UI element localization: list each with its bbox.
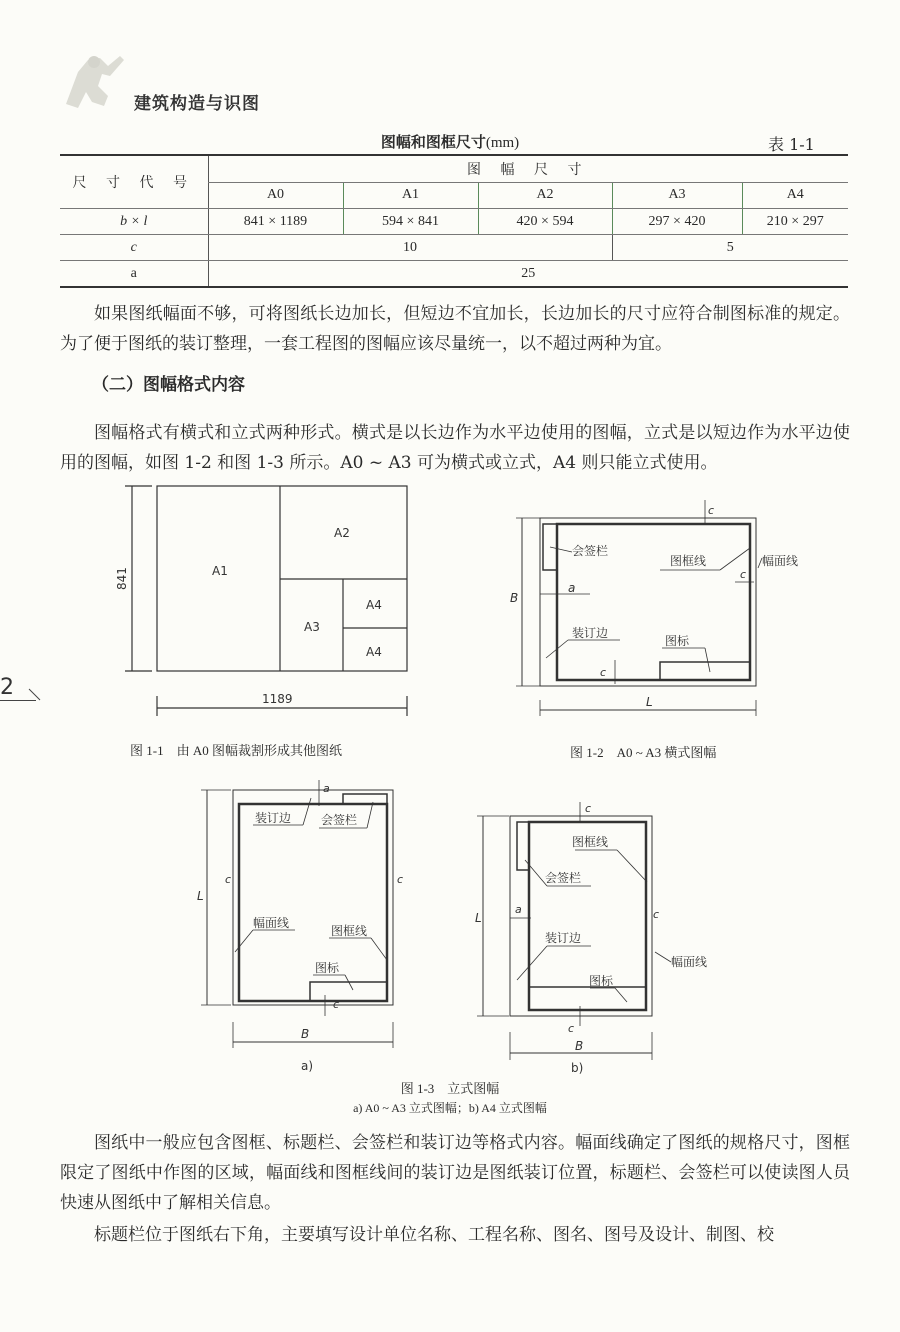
label-sheet-line: 幅面线 <box>762 554 799 568</box>
dim-B: B <box>510 591 519 605</box>
column-header: A1 <box>343 182 478 209</box>
dim-c-right: c <box>653 908 660 921</box>
page-number: 2 <box>0 675 14 700</box>
table-row <box>60 261 848 288</box>
label-countersign: 会签栏 <box>545 871 582 885</box>
label-frame-line: 图框线 <box>331 924 368 938</box>
row-code: a <box>60 261 208 288</box>
figure-1-3-caption: 图 1-3 立式图幅 <box>400 1081 500 1096</box>
column-header: A4 <box>742 182 848 209</box>
label-a2: A2 <box>334 526 350 540</box>
dim-a: a <box>568 581 576 595</box>
dim-a: a <box>323 782 330 795</box>
table-row <box>60 209 848 235</box>
table-caption <box>0 131 900 152</box>
paragraph-1: 如果图纸幅面不够，可将图纸长边加长，但短边不宜加长，长边加长的尺寸应符合制图标准的规定。为了便于图纸的装订整理，一套工程图的图幅应该尽量统一，以不超过两种为宜。 <box>60 304 850 354</box>
book-title: 建筑构造与识图 <box>134 94 260 114</box>
dim-c-left: c <box>225 873 232 886</box>
dim-L: L <box>646 695 653 709</box>
table-number: 表 1-1 <box>768 135 815 154</box>
dim-c-top: c <box>708 504 715 517</box>
sub-label-b: b) <box>571 1061 584 1075</box>
paragraph-3: 图纸中一般应包含图框、标题栏、会签栏和装订边等格式内容。幅面线确定了图纸的规格尺寸，图框限定了图纸中作图的区域，幅面线和图框线间的装订边是图纸装订位置，标题栏、会签栏可以使读图人员快速从图纸中了解相关信息。 <box>60 1133 850 1213</box>
column-header: A2 <box>478 182 612 209</box>
label-frame-line: 图框线 <box>572 835 609 849</box>
table-cell: 25 <box>208 261 848 288</box>
label-a4-bottom: A4 <box>366 645 382 659</box>
label-title-block: 图标 <box>665 634 690 648</box>
label-frame-line: 图框线 <box>670 554 707 568</box>
dim-c-top: c <box>585 802 592 815</box>
label-title-block: 图标 <box>315 961 340 975</box>
paragraph-4: 标题栏位于图纸右下角，主要填写设计单位名称、工程名称、图名、图号及设计、制图、校 <box>94 1225 774 1245</box>
label-binding-edge: 装订边 <box>545 931 582 945</box>
dim-B: B <box>575 1039 584 1053</box>
table-cell: 841 × 1189 <box>208 209 343 235</box>
chapter-logo-icon <box>58 52 128 112</box>
figure-1-3b <box>475 800 725 1080</box>
label-binding-edge: 装订边 <box>572 626 609 640</box>
dim-L: L <box>197 889 204 903</box>
sub-label-a: a) <box>301 1059 314 1073</box>
label-title-block: 图标 <box>589 974 614 988</box>
table-cell: 10 <box>208 235 612 261</box>
paragraph-2: 图幅格式有横式和立式两种形式。横式是以长边作为水平边使用的图幅，立式是以短边作为水平边使用的图幅，如图 1-2 和图 1-3 所示。A0 ~ A3 可为横式或立式，A4 则只能立式使用。 <box>60 423 850 473</box>
row-code: b × l <box>60 209 208 235</box>
dim-841: 841 <box>115 567 129 590</box>
figure-1-2-caption: 图 1-2 A0 ~ A3 横式图幅 <box>570 745 717 760</box>
paper-size-table <box>60 154 848 288</box>
label-a3: A3 <box>304 620 320 634</box>
label-countersign: 会签栏 <box>321 813 358 827</box>
dim-L: L <box>475 911 482 925</box>
label-sheet-line: 幅面线 <box>671 955 708 969</box>
dim-c-right: c <box>397 873 404 886</box>
table-caption-text: 图幅和图框尺寸 <box>380 133 486 151</box>
dim-c-bottom: c <box>333 998 340 1011</box>
dim-1189: 1189 <box>262 692 293 706</box>
label-a1: A1 <box>212 564 228 578</box>
page-corner-mark-icon <box>28 686 42 705</box>
group-header: 图 幅 尺 寸 <box>208 155 848 182</box>
table-cell: 594 × 841 <box>343 209 478 235</box>
column-header: A3 <box>612 182 742 209</box>
figure-1-2 <box>510 500 830 720</box>
dim-a: a <box>515 903 522 916</box>
figure-1-1 <box>110 478 430 718</box>
table-row <box>60 235 848 261</box>
table-cell: 210 × 297 <box>742 209 848 235</box>
table-header-row <box>60 155 848 182</box>
label-binding-edge: 装订边 <box>255 811 292 825</box>
figure-1-3-subcaption: a) A0 ~ A3 立式图幅；b) A4 立式图幅 <box>353 1101 547 1115</box>
label-a4-top: A4 <box>366 598 382 612</box>
label-sheet-line: 幅面线 <box>253 916 290 930</box>
table-cell: 5 <box>612 235 848 261</box>
section-heading: （二）图幅格式内容 <box>92 375 245 395</box>
dim-c-bottom: c <box>568 1022 575 1035</box>
figure-1-3a <box>195 780 425 1075</box>
row-header-label: 尺 寸 代 号 <box>60 155 208 209</box>
row-code: c <box>60 235 208 261</box>
column-header: A0 <box>208 182 343 209</box>
label-countersign: 会签栏 <box>572 544 609 558</box>
table-unit: (mm) <box>485 135 520 151</box>
dim-B: B <box>301 1027 310 1041</box>
figure-1-1-caption: 图 1-1 由 A0 图幅裁割形成其他图纸 <box>130 743 342 758</box>
dim-c-right: c <box>740 568 747 581</box>
table-cell: 420 × 594 <box>478 209 612 235</box>
table-cell: 297 × 420 <box>612 209 742 235</box>
dim-c-bottom: c <box>600 666 607 679</box>
